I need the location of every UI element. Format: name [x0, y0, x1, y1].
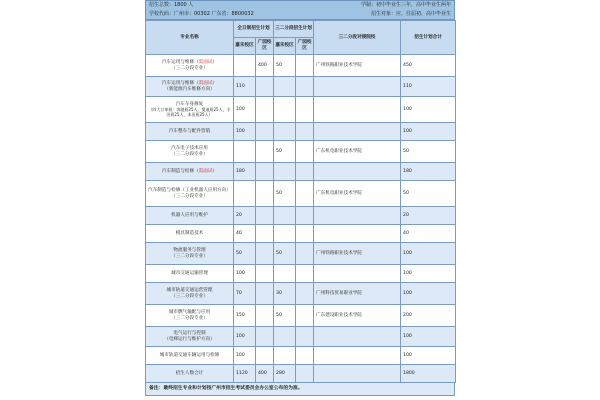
- partner-school-cell: [314, 265, 401, 283]
- table-row: [146, 305, 456, 327]
- total-cell: 200: [401, 305, 456, 327]
- partner-school-cell: [314, 77, 401, 97]
- three-two-guangyuan-cell: [296, 141, 314, 163]
- totals-partner: [314, 365, 401, 383]
- major-name-line: [147, 129, 232, 135]
- three-two-guangyuan-cell: [296, 283, 314, 305]
- three-two-jiahe-cell: [274, 347, 296, 365]
- three-two-guangyuan-cell: [296, 225, 314, 243]
- table-row: [146, 163, 456, 181]
- major-name: 汽车制造与检修（: [161, 168, 199, 174]
- fulltime-jiahe-cell: 180: [234, 163, 256, 181]
- col-fulltime: 全日制招生计划: [234, 21, 274, 38]
- major-name-suffix: ）: [212, 80, 218, 86]
- major-name: 电气运行与控制: [173, 330, 206, 336]
- interview-required-note: 需面试: [198, 59, 213, 65]
- major-name-cell: [146, 77, 234, 97]
- table-row: [146, 265, 456, 283]
- major-name-cell: [146, 347, 234, 365]
- major-name-cell: [146, 305, 234, 327]
- interview-required-note: 需面试: [198, 168, 213, 174]
- major-name-cell: [146, 163, 234, 181]
- document-header: [145, 0, 455, 20]
- partner-school-cell: [314, 97, 401, 123]
- major-name-cell: [146, 55, 234, 77]
- table-row: [146, 347, 456, 365]
- total-cell: 100: [401, 327, 456, 347]
- table-row: [146, 123, 456, 141]
- col-campus-guangyuan-2: 广园校区: [296, 38, 314, 55]
- total-cell: 100: [401, 265, 456, 283]
- partner-school-cell: [314, 163, 401, 181]
- three-two-jiahe-cell: 50: [274, 181, 296, 207]
- table-row: [146, 283, 456, 305]
- major-name-cell: [146, 225, 234, 243]
- partner-school-cell: [314, 347, 401, 365]
- school-code: 学校代码：广州市：00302 广东省：8800032: [149, 11, 254, 17]
- table-row: [146, 225, 456, 243]
- fulltime-guangyuan-cell: [256, 283, 274, 305]
- three-two-guangyuan-cell: [296, 181, 314, 207]
- fulltime-jiahe-cell: 150: [234, 305, 256, 327]
- major-name: 物流服务与管理: [173, 247, 206, 253]
- major-name-cell: [146, 327, 234, 347]
- fulltime-guangyuan-cell: 400: [256, 55, 274, 77]
- table-row: [146, 181, 456, 207]
- three-two-jiahe-cell: [274, 327, 296, 347]
- major-subtitle: （三二分段专业）: [171, 65, 208, 71]
- three-two-jiahe-cell: 30: [274, 283, 296, 305]
- major-name-cell: [146, 207, 234, 225]
- three-two-jiahe-cell: [274, 265, 296, 283]
- partner-school-cell: [314, 207, 401, 225]
- major-name: 汽车整车与配件营销: [168, 128, 211, 134]
- fulltime-jiahe-cell: 100: [234, 265, 256, 283]
- major-name-cell: [146, 181, 234, 207]
- major-name-cell: [146, 243, 234, 265]
- three-two-guangyuan-cell: [296, 347, 314, 365]
- total-cell: 100: [401, 243, 456, 265]
- major-name: 汽车电子技术应用: [171, 145, 208, 151]
- three-two-guangyuan-cell: [296, 243, 314, 265]
- total-cell: 110: [401, 77, 456, 97]
- header-row-2: [146, 10, 454, 19]
- total-cell: 50: [401, 181, 456, 207]
- fulltime-jiahe-cell: 100: [234, 123, 256, 141]
- partner-school-cell: 广州科技贸易职业学院: [314, 283, 401, 305]
- three-two-jiahe-cell: [274, 97, 296, 123]
- three-two-guangyuan-cell: [296, 207, 314, 225]
- fulltime-guangyuan-cell: [256, 77, 274, 97]
- header-row-1: [146, 1, 454, 10]
- major-name: 汽车车身修复: [175, 101, 204, 107]
- major-name-line: [147, 169, 232, 175]
- fulltime-guangyuan-cell: [256, 123, 274, 141]
- major-name: 城市轨道交通运营管理: [166, 287, 213, 293]
- major-subtitle: （新能源汽车维修方向）: [164, 86, 215, 92]
- interview-required-note: 需面试: [198, 80, 213, 86]
- total-cell: 450: [401, 55, 456, 77]
- partner-school-cell: [314, 123, 401, 141]
- three-two-guangyuan-cell: [296, 265, 314, 283]
- schooling-system: 学制：初中毕业生三年，高中毕业生两年: [360, 2, 451, 8]
- major-name-cell: [146, 265, 234, 283]
- major-name: 机器人应用与维护: [171, 212, 208, 218]
- partner-school-cell: [314, 225, 401, 243]
- major-name-line: [147, 231, 232, 237]
- totals-grand-total: 1800: [401, 365, 456, 383]
- major-name-line: [147, 271, 232, 277]
- three-two-guangyuan-cell: [296, 55, 314, 77]
- major-subtitle: （三二分段专业）: [171, 315, 208, 321]
- fulltime-jiahe-cell: [234, 141, 256, 163]
- partner-school-cell: 广东机电职业技术学院: [314, 141, 401, 163]
- fulltime-jiahe-cell: [234, 181, 256, 207]
- col-campus-jiahe: 嘉禾校区: [234, 38, 256, 55]
- three-two-jiahe-cell: 50: [274, 305, 296, 327]
- total-cell: 100: [401, 97, 456, 123]
- table-row: [146, 97, 456, 123]
- three-two-guangyuan-cell: [296, 77, 314, 97]
- three-two-jiahe-cell: [274, 225, 296, 243]
- fulltime-jiahe-cell: 50: [234, 243, 256, 265]
- major-detail: （四大订单班：奔驰班25人，奥迪班25人，丰田班25人，本田班25人）: [148, 107, 231, 118]
- major-subtitle: （三二分段专业）: [171, 193, 208, 199]
- col-campus-jiahe-2: 嘉禾校区: [274, 38, 296, 55]
- three-two-guangyuan-cell: [296, 163, 314, 181]
- major-subtitle: （电梯运行与维护方向）: [164, 336, 215, 342]
- major-subtitle: （三二分段专业）: [171, 253, 208, 259]
- col-campus-guangyuan: 广园校区: [256, 38, 274, 55]
- major-name: 城市轨道交通车辆运用与检修: [159, 352, 220, 358]
- fulltime-jiahe-cell: 100: [234, 327, 256, 347]
- fulltime-guangyuan-cell: [256, 181, 274, 207]
- fulltime-guangyuan-cell: [256, 243, 274, 265]
- three-two-guangyuan-cell: [296, 97, 314, 123]
- enrollment-document: [145, 0, 455, 400]
- table-row: [146, 207, 456, 225]
- enrollment-targets: 招生对象：应、往届初、高中毕业生: [370, 11, 451, 17]
- table-row: [146, 243, 456, 265]
- major-name: 城市燃气输配与应用: [168, 309, 211, 315]
- total-cell: 100: [401, 347, 456, 365]
- totals-label-cell: 招生人数合计: [146, 365, 234, 383]
- table-row: [146, 141, 456, 163]
- table-row: [146, 77, 456, 97]
- total-cell: 50: [401, 141, 456, 163]
- col-total: 招生计划合计: [401, 21, 456, 55]
- totals-three-two-jiahe: 280: [274, 365, 296, 383]
- fulltime-guangyuan-cell: [256, 347, 274, 365]
- fulltime-guangyuan-cell: [256, 141, 274, 163]
- col-partner: 三二分段对接院校: [314, 21, 401, 55]
- fulltime-jiahe-cell: 20: [234, 207, 256, 225]
- fulltime-guangyuan-cell: [256, 225, 274, 243]
- totals-fulltime-jiahe: 1120: [234, 365, 256, 383]
- three-two-jiahe-cell: 50: [274, 55, 296, 77]
- three-two-jiahe-cell: [274, 77, 296, 97]
- three-two-guangyuan-cell: [296, 327, 314, 347]
- major-name-suffix: ）: [212, 168, 218, 174]
- three-two-jiahe-cell: 50: [274, 243, 296, 265]
- three-two-jiahe-cell: [274, 163, 296, 181]
- three-two-jiahe-cell: [274, 207, 296, 225]
- total-cell: 100: [401, 283, 456, 305]
- major-name: 模具制造技术: [175, 230, 204, 236]
- three-two-jiahe-cell: 50: [274, 141, 296, 163]
- fulltime-guangyuan-cell: [256, 327, 274, 347]
- totals-three-two-guangyuan: [296, 365, 314, 383]
- three-two-jiahe-cell: [274, 123, 296, 141]
- fulltime-jiahe-cell: 100: [234, 347, 256, 365]
- major-name-cell: [146, 283, 234, 305]
- partner-school-cell: 广东建设职业技术学院: [314, 305, 401, 327]
- fulltime-guangyuan-cell: [256, 265, 274, 283]
- total-cell: 100: [401, 123, 456, 141]
- enrollment-table: [145, 20, 456, 383]
- total-cell: 40: [401, 225, 456, 243]
- totals-fulltime-guangyuan: 400: [256, 365, 274, 383]
- fulltime-jiahe-cell: 40: [234, 225, 256, 243]
- major-name-suffix: ）: [212, 59, 218, 65]
- major-subtitle: （三二分段专业）: [171, 293, 208, 299]
- major-name-cell: [146, 123, 234, 141]
- table-header: [146, 21, 456, 55]
- major-name: 汽车制造与检修（工业机器人应用方向）: [148, 187, 231, 193]
- major-name-line: [147, 353, 232, 359]
- major-name: 汽车运用与维修（: [161, 59, 199, 65]
- three-two-guangyuan-cell: [296, 305, 314, 327]
- major-name: 汽车运用与维修（: [161, 80, 199, 86]
- fulltime-jiahe-cell: [234, 55, 256, 77]
- col-three-two: 三二分段招生计划: [274, 21, 314, 38]
- major-name-line: [147, 188, 232, 194]
- totals-row: [146, 365, 456, 383]
- fulltime-guangyuan-cell: [256, 305, 274, 327]
- major-name-line: [147, 213, 232, 219]
- table-body: [146, 55, 456, 383]
- total-enrollment: 招生总数：1800 人: [149, 2, 194, 8]
- partner-school-cell: 广东机电职业技术学院: [314, 181, 401, 207]
- footnote: 备注：最终招生专业和计划按广州市招生考试委员会办公室公布的为准。: [145, 383, 455, 396]
- major-name-cell: [146, 97, 234, 123]
- fulltime-jiahe-cell: 70: [234, 283, 256, 305]
- fulltime-guangyuan-cell: [256, 207, 274, 225]
- major-name-cell: [146, 141, 234, 163]
- fulltime-jiahe-cell: 110: [234, 77, 256, 97]
- fulltime-guangyuan-cell: [256, 163, 274, 181]
- major-name: 城市交通运输管理: [171, 270, 208, 276]
- fulltime-guangyuan-cell: [256, 97, 274, 123]
- total-cell: 180: [401, 163, 456, 181]
- partner-school-cell: [314, 327, 401, 347]
- three-two-guangyuan-cell: [296, 123, 314, 141]
- table-row: [146, 55, 456, 77]
- partner-school-cell: 广州铁路职业技术学院: [314, 55, 401, 77]
- major-subtitle: （三二分段专业）: [171, 151, 208, 157]
- partner-school-cell: 广州铁路职业技术学院: [314, 243, 401, 265]
- table-row: [146, 327, 456, 347]
- col-major: 专业名称: [146, 21, 234, 55]
- total-cell: 20: [401, 207, 456, 225]
- fulltime-jiahe-cell: 100: [234, 97, 256, 123]
